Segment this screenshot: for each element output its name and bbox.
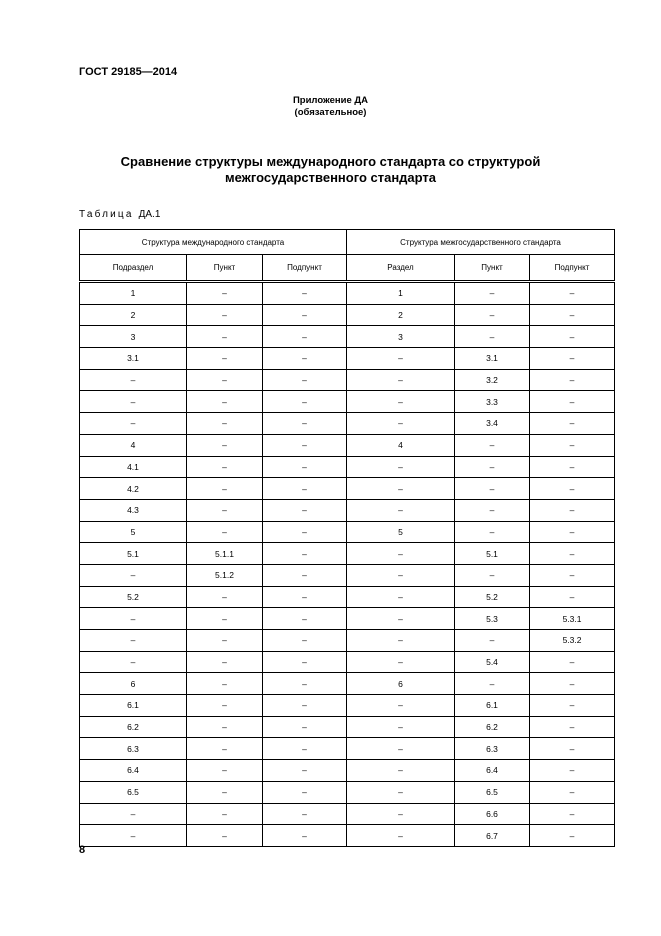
table-cell: 6.4 xyxy=(455,760,530,782)
table-cell: 5.1 xyxy=(455,543,530,565)
group-header-row xyxy=(80,230,615,255)
document-title-line-2: межгосударственного стандарта xyxy=(224,170,437,185)
table-cell: – xyxy=(347,695,455,717)
table-row xyxy=(80,608,615,630)
table-cell: – xyxy=(80,413,187,435)
table-cell: 5.1.1 xyxy=(187,543,263,565)
table-cell: – xyxy=(263,651,347,673)
table-cell: – xyxy=(263,521,347,543)
table-row xyxy=(80,586,615,608)
table-cell: – xyxy=(347,478,455,500)
table-cell: – xyxy=(187,391,263,413)
table-cell: – xyxy=(347,760,455,782)
table-cell: – xyxy=(530,738,615,760)
table-cell: – xyxy=(347,456,455,478)
table-cell: – xyxy=(187,738,263,760)
table-cell: – xyxy=(347,716,455,738)
group-header-international: Структура международного стандарта xyxy=(80,230,347,255)
table-cell: – xyxy=(80,369,187,391)
table-cell: 4 xyxy=(347,434,455,456)
table-body xyxy=(80,282,615,847)
table-row xyxy=(80,304,615,326)
table-cell: – xyxy=(530,478,615,500)
table-cell: 5.2 xyxy=(80,586,187,608)
column-header-clause: Пункт xyxy=(455,255,530,282)
table-cell: – xyxy=(187,304,263,326)
table-cell: – xyxy=(187,348,263,370)
table-cell: 1 xyxy=(347,282,455,305)
table-cell: – xyxy=(263,326,347,348)
table-row xyxy=(80,391,615,413)
table-cell: – xyxy=(187,825,263,847)
table-cell: – xyxy=(263,499,347,521)
table-cell: – xyxy=(187,760,263,782)
table-cell: – xyxy=(263,369,347,391)
table-cell: – xyxy=(80,803,187,825)
table-cell: – xyxy=(455,282,530,305)
table-cell: 6 xyxy=(347,673,455,695)
table-cell: – xyxy=(347,413,455,435)
table-row xyxy=(80,781,615,803)
table-cell: – xyxy=(347,630,455,652)
table-cell: – xyxy=(263,673,347,695)
table-cell: – xyxy=(263,825,347,847)
table-cell: – xyxy=(530,760,615,782)
table-cell: – xyxy=(80,651,187,673)
table-cell: 3.2 xyxy=(455,369,530,391)
table-cell: 4 xyxy=(80,434,187,456)
table-row xyxy=(80,695,615,717)
appendix-title: Приложение ДА xyxy=(292,95,369,106)
table-cell: – xyxy=(80,630,187,652)
table-cell: – xyxy=(530,304,615,326)
group-header-interstate: Структура межгосударственного стандарта xyxy=(347,230,615,255)
table-cell: – xyxy=(187,326,263,348)
table-row xyxy=(80,825,615,847)
table-cell: – xyxy=(455,304,530,326)
table-cell: 4.2 xyxy=(80,478,187,500)
table-cell: – xyxy=(80,825,187,847)
table-cell: 3.1 xyxy=(455,348,530,370)
table-cell: – xyxy=(530,391,615,413)
table-cell: 6.2 xyxy=(80,716,187,738)
table-cell: – xyxy=(530,695,615,717)
table-cell: 6.7 xyxy=(455,825,530,847)
table-cell: 5.3.1 xyxy=(530,608,615,630)
table-cell: – xyxy=(455,326,530,348)
table-cell: – xyxy=(187,781,263,803)
table-row xyxy=(80,543,615,565)
table-cell: – xyxy=(455,499,530,521)
table-cell: – xyxy=(263,564,347,586)
column-header-subsection: Подраздел xyxy=(80,255,187,282)
table-cell: – xyxy=(187,456,263,478)
table-cell: 6.1 xyxy=(455,695,530,717)
table-cell: – xyxy=(80,391,187,413)
column-header-subclause: Подпункт xyxy=(263,255,347,282)
table-cell: 5.1 xyxy=(80,543,187,565)
table-cell: 4.3 xyxy=(80,499,187,521)
table-cell: – xyxy=(187,521,263,543)
table-cell: 3 xyxy=(347,326,455,348)
table-cell: 4.1 xyxy=(80,456,187,478)
table-row xyxy=(80,326,615,348)
table-cell: – xyxy=(187,478,263,500)
table-cell: – xyxy=(455,521,530,543)
table-cell: – xyxy=(263,738,347,760)
table-cell: – xyxy=(263,543,347,565)
table-row xyxy=(80,282,615,305)
table-cell: 3 xyxy=(80,326,187,348)
table-cell: – xyxy=(80,564,187,586)
table-cell: 3.4 xyxy=(455,413,530,435)
column-header-row xyxy=(80,255,615,282)
table-cell: – xyxy=(347,651,455,673)
table-cell: – xyxy=(347,781,455,803)
table-cell: – xyxy=(263,282,347,305)
standard-code: ГОСТ 29185—2014 xyxy=(79,66,178,78)
table-cell: 5.3.2 xyxy=(530,630,615,652)
table-cell: 3.3 xyxy=(455,391,530,413)
table-cell: 5.4 xyxy=(455,651,530,673)
table-cell: 2 xyxy=(80,304,187,326)
table-cell: – xyxy=(347,564,455,586)
table-cell: – xyxy=(187,369,263,391)
table-row xyxy=(80,499,615,521)
table-cell: – xyxy=(455,456,530,478)
table-caption-number: ДА.1 xyxy=(138,209,161,220)
table-cell: 5 xyxy=(347,521,455,543)
table-row xyxy=(80,369,615,391)
table-cell: – xyxy=(530,564,615,586)
table-cell: 5.2 xyxy=(455,586,530,608)
table-cell: – xyxy=(347,543,455,565)
table-cell: – xyxy=(347,803,455,825)
table-cell: – xyxy=(263,478,347,500)
table-cell: – xyxy=(263,803,347,825)
table-row xyxy=(80,413,615,435)
table-row xyxy=(80,348,615,370)
table-cell: – xyxy=(455,434,530,456)
table-cell: – xyxy=(530,825,615,847)
table-cell: – xyxy=(530,716,615,738)
appendix-status: (обязательное) xyxy=(294,107,367,118)
table-row xyxy=(80,651,615,673)
table-cell: – xyxy=(530,369,615,391)
table-cell: – xyxy=(263,630,347,652)
table-row xyxy=(80,434,615,456)
table-row xyxy=(80,716,615,738)
table-cell: 6.2 xyxy=(455,716,530,738)
table-cell: 6.5 xyxy=(455,781,530,803)
table-row xyxy=(80,478,615,500)
table-cell: – xyxy=(263,760,347,782)
table-cell: – xyxy=(187,803,263,825)
page-number: 8 xyxy=(79,844,86,856)
column-header-clause: Пункт xyxy=(187,255,263,282)
table-cell: 5 xyxy=(80,521,187,543)
table-row xyxy=(80,803,615,825)
table-cell: – xyxy=(263,413,347,435)
table-cell: 2 xyxy=(347,304,455,326)
table-cell: – xyxy=(187,586,263,608)
table-row xyxy=(80,738,615,760)
table-cell: – xyxy=(530,781,615,803)
table-cell: – xyxy=(455,673,530,695)
table-cell: 3.1 xyxy=(80,348,187,370)
table-cell: – xyxy=(263,348,347,370)
table-cell: – xyxy=(530,348,615,370)
table-cell: – xyxy=(530,803,615,825)
column-header-section: Раздел xyxy=(347,255,455,282)
table-cell: – xyxy=(347,348,455,370)
table-cell: – xyxy=(455,564,530,586)
table-cell: 6.4 xyxy=(80,760,187,782)
table-cell: – xyxy=(263,456,347,478)
table-cell: – xyxy=(187,695,263,717)
table-cell: – xyxy=(530,282,615,305)
table-cell: 6.1 xyxy=(80,695,187,717)
table-cell: – xyxy=(187,282,263,305)
table-caption xyxy=(79,209,160,220)
table-cell: – xyxy=(530,543,615,565)
table-cell: – xyxy=(347,738,455,760)
table-cell: – xyxy=(347,608,455,630)
table-row xyxy=(80,456,615,478)
table-cell: – xyxy=(187,651,263,673)
table-cell: – xyxy=(530,434,615,456)
table-row xyxy=(80,760,615,782)
table-cell: – xyxy=(263,391,347,413)
table-cell: 6 xyxy=(80,673,187,695)
table-cell: – xyxy=(80,608,187,630)
table-cell: – xyxy=(530,499,615,521)
table-cell: – xyxy=(187,673,263,695)
table-cell: – xyxy=(263,695,347,717)
table-cell: – xyxy=(263,434,347,456)
table-row xyxy=(80,521,615,543)
table-cell: – xyxy=(530,651,615,673)
table-cell: – xyxy=(263,586,347,608)
table-cell: – xyxy=(347,586,455,608)
table-cell: – xyxy=(263,608,347,630)
table-cell: – xyxy=(530,586,615,608)
table-cell: – xyxy=(187,413,263,435)
table-cell: – xyxy=(187,630,263,652)
table-cell: – xyxy=(530,326,615,348)
column-header-subclause: Подпункт xyxy=(530,255,615,282)
table-cell: 1 xyxy=(80,282,187,305)
table-row xyxy=(80,673,615,695)
structure-comparison-table xyxy=(79,229,615,847)
table-cell: – xyxy=(455,478,530,500)
table-cell: – xyxy=(455,630,530,652)
table-cell: – xyxy=(187,434,263,456)
table-cell: – xyxy=(530,413,615,435)
table-cell: – xyxy=(347,499,455,521)
table-cell: 6.6 xyxy=(455,803,530,825)
table-cell: 6.5 xyxy=(80,781,187,803)
table-row xyxy=(80,564,615,586)
table-cell: 6.3 xyxy=(80,738,187,760)
table-cell: – xyxy=(530,456,615,478)
table-cell: – xyxy=(263,716,347,738)
table-cell: – xyxy=(347,391,455,413)
table-cell: – xyxy=(187,716,263,738)
table-cell: – xyxy=(530,673,615,695)
table-cell: – xyxy=(187,499,263,521)
table-cell: 5.1.2 xyxy=(187,564,263,586)
table-cell: – xyxy=(187,608,263,630)
table-row xyxy=(80,630,615,652)
table-cell: – xyxy=(530,521,615,543)
table-cell: – xyxy=(263,304,347,326)
table-caption-label: Таблица xyxy=(79,209,134,220)
document-title-line-1: Сравнение структуры международного стандарта со структурой xyxy=(120,154,541,169)
table-cell: 5.3 xyxy=(455,608,530,630)
table-cell: – xyxy=(347,369,455,391)
table-cell: – xyxy=(263,781,347,803)
table-cell: 6.3 xyxy=(455,738,530,760)
table-cell: – xyxy=(347,825,455,847)
